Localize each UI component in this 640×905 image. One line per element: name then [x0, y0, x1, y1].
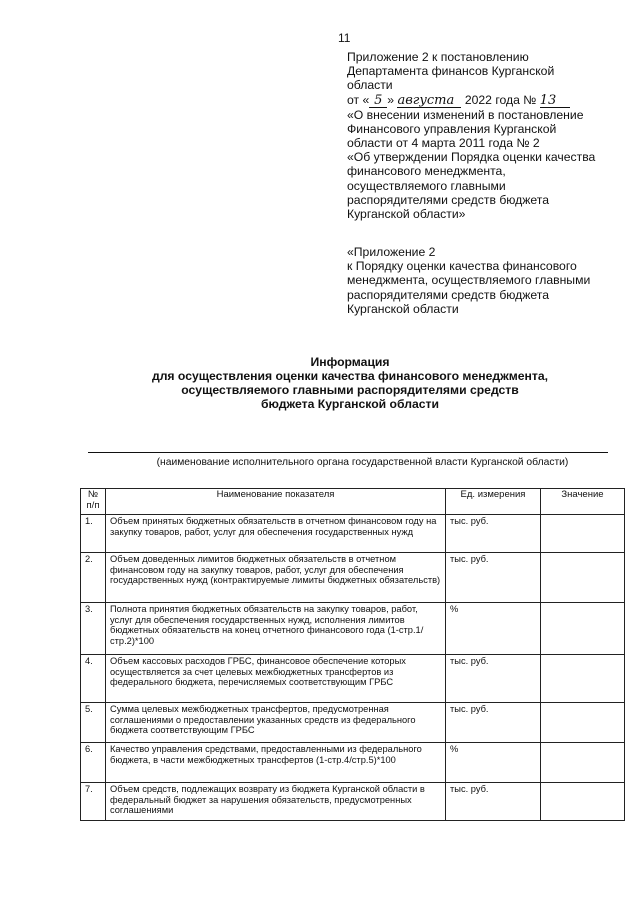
indicators-table — [80, 488, 625, 821]
row-value — [541, 553, 625, 603]
handwritten-month: августа — [397, 95, 461, 108]
row-unit: % — [446, 743, 541, 783]
table-row — [81, 515, 625, 553]
row-num: 7. — [81, 783, 106, 821]
row-num: 5. — [81, 703, 106, 743]
row-name: Объем доведенных лимитов бюджетных обязательств в отчетном финансовом году на закупку товаров, работ, услуг для обеспечения государственных нужд (контрактируемые лимиты бюджетных обязательств) — [106, 553, 446, 603]
header-line: Приложение 2 к постановлению — [347, 50, 529, 64]
row-unit: тыс. руб. — [446, 515, 541, 553]
header-line: области — [347, 78, 393, 93]
row-value — [541, 603, 625, 655]
row-value — [541, 743, 625, 783]
table-row — [81, 553, 625, 603]
header-line: распорядителями средств бюджета — [347, 192, 550, 207]
handwritten-number: 13 — [540, 95, 570, 108]
appendix-line: к Порядку оценки качества финансового — [347, 259, 577, 274]
appendix-line: Курганской области — [347, 301, 459, 316]
page-number: 11 — [338, 31, 351, 45]
row-value — [541, 703, 625, 743]
header-line: финансового менеджмента, — [347, 164, 506, 179]
header-date-line: от « 5 » августа 2022 года № 13 — [347, 93, 632, 108]
row-name: Объем принятых бюджетных обязательств в отчетном финансовом году на закупку товаров, работ, услуг для обеспечения государственных нужд — [106, 515, 446, 553]
col-header-name: Наименование показателя — [106, 489, 446, 515]
header-line: «О внесении изменений в постановление — [347, 107, 584, 122]
row-num: 4. — [81, 655, 106, 703]
table-row — [81, 703, 625, 743]
handwritten-day: 5 — [369, 95, 387, 108]
document-title: Информация для осуществления оценки качества финансового менеджмента, осуществляемого главными распорядителями средств бюджета Курганской области — [151, 355, 549, 411]
org-name-line — [88, 452, 608, 453]
row-name: Качество управления средствами, предоставленными из федерального бюджета, в части межбюджетных трансфертов (1-стр.4/стр.5)*100 — [106, 743, 446, 783]
table-row — [81, 743, 625, 783]
appendix-header — [347, 245, 632, 316]
header-line: Курганской области» — [347, 207, 466, 222]
row-num: 2. — [81, 553, 106, 603]
row-name: Сумма целевых межбюджетных трансфертов, предусмотренная соглашениями о предоставлении указанных средств из федерального бюджета соответствующим ГРБС — [106, 703, 446, 743]
row-num: 6. — [81, 743, 106, 783]
header-line: области от 4 марта 2011 года № 2 — [347, 136, 540, 151]
header-line: Финансового управления Курганской — [347, 121, 557, 136]
header-line: «Об утверждении Порядка оценки качества — [347, 150, 596, 165]
resolution-header — [347, 50, 632, 221]
col-header-unit: Ед. измерения — [446, 489, 541, 515]
row-value — [541, 655, 625, 703]
row-name: Полнота принятия бюджетных обязательств на закупку товаров, работ, услуг для обеспечения государственных нужд, исполнения лимитов бюджетных обязательств на конец отчетного финансового года (1-стр.1/стр.2)*100 — [106, 603, 446, 655]
row-value — [541, 783, 625, 821]
org-caption: (наименование исполнительного органа государственной власти Курганской области) — [156, 457, 569, 468]
header-line: Департамента финансов Курганской — [347, 64, 555, 79]
col-header-value: Значение — [541, 489, 625, 515]
table-row — [81, 783, 625, 821]
appendix-line: менеджмента, осуществляемого главными — [347, 273, 591, 288]
row-num: 1. — [81, 515, 106, 553]
row-unit: тыс. руб. — [446, 783, 541, 821]
row-unit: тыс. руб. — [446, 703, 541, 743]
row-unit: % — [446, 603, 541, 655]
table-header-row — [81, 489, 625, 515]
appendix-line: распорядителями средств бюджета — [347, 287, 550, 302]
appendix-line: «Приложение 2 — [347, 245, 436, 259]
row-name: Объем средств, подлежащих возврату из бюджета Курганской области в федеральный бюджет за нарушения обязательств, предусмотренных соглашениями — [106, 783, 446, 821]
row-name: Объем кассовых расходов ГРБС, финансовое обеспечение которых осуществляется за счет целевых межбюджетных трансфертов из федерального бюджета, перечисляемых соответствующим ГРБС — [106, 655, 446, 703]
row-unit: тыс. руб. — [446, 553, 541, 603]
row-num: 3. — [81, 603, 106, 655]
table-row — [81, 603, 625, 655]
row-value — [541, 515, 625, 553]
header-line: осуществляемого главными — [347, 178, 506, 193]
row-unit: тыс. руб. — [446, 655, 541, 703]
col-header-num: № п/п — [81, 489, 106, 515]
table-row — [81, 655, 625, 703]
